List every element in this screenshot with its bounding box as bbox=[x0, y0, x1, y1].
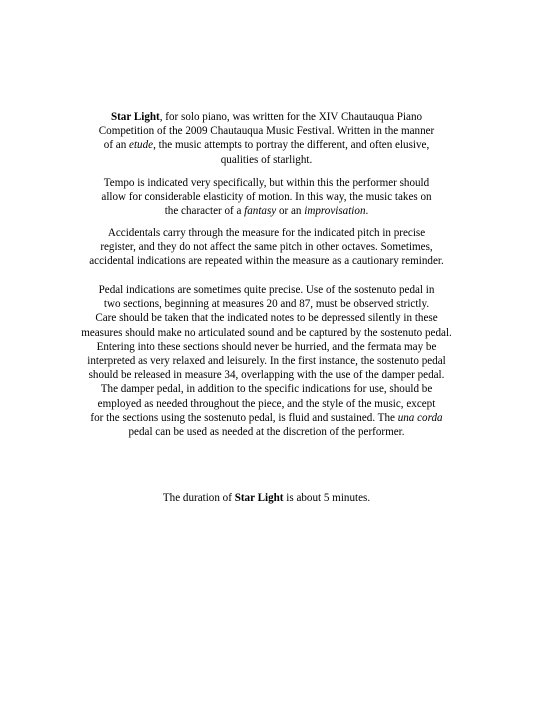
text-span: for the sections using the sostenuto pedal, is fluid and sustained. The bbox=[90, 411, 398, 424]
text-span: , the music attempts to portray the different, and often elusive, bbox=[153, 139, 430, 152]
text-line: Tempo is indicated very specifically, but within this the performer should bbox=[103, 177, 430, 189]
text-span: . bbox=[365, 205, 369, 218]
text-line: measures should make no articulated sound and be captured by the sostenuto pedal. bbox=[81, 326, 452, 339]
emphasis-improvisation: improvisation bbox=[304, 205, 366, 218]
text-line: allow for considerable elasticity of motion. In this way, the music takes on bbox=[101, 191, 432, 204]
emphasis-fantasy: fantasy bbox=[244, 205, 277, 218]
text-line: pedal can be used as needed at the discretion of the performer. bbox=[128, 426, 405, 439]
paragraph-tempo bbox=[60, 176, 473, 219]
text-span: or an bbox=[276, 205, 305, 218]
text-line bbox=[60, 491, 473, 505]
text-line: Pedal indications are sometimes quite precise. Use of the sostenuto pedal in bbox=[98, 284, 435, 296]
text-span: is about 5 minutes. bbox=[283, 492, 371, 504]
text-line: two sections, beginning at measures 20 and 87, must be observed strictly. bbox=[103, 298, 430, 311]
piece-title: Star Light bbox=[110, 111, 160, 123]
text-line: Care should be taken that the indicated notes to be depressed silently in these bbox=[95, 312, 438, 325]
paragraph-accidentals bbox=[60, 226, 473, 269]
paragraph-duration bbox=[60, 491, 473, 505]
text-line bbox=[60, 204, 473, 218]
text-span: The duration of bbox=[162, 492, 235, 504]
text-line: Entering into these sections should never be hurried, and the fermata may be bbox=[96, 340, 437, 353]
emphasis-una-corda: una corda bbox=[397, 411, 443, 424]
text-line: should be released in measure 34, overlapping with the use of the damper pedal. bbox=[88, 369, 445, 382]
text-line bbox=[60, 110, 473, 124]
text-line: qualities of starlight. bbox=[220, 153, 313, 166]
text-line: The damper pedal, in addition to the specific indications for use, should be bbox=[100, 383, 433, 396]
text-span: of an bbox=[103, 139, 130, 152]
text-line bbox=[60, 411, 473, 425]
piece-title: Star Light bbox=[234, 492, 284, 504]
paragraph-introduction bbox=[60, 110, 473, 167]
text-span: , for solo piano, was written for the XIV Chautauqua Piano bbox=[159, 111, 423, 123]
text-line bbox=[60, 138, 473, 152]
paragraph-pedal bbox=[60, 283, 473, 439]
text-line: Competition of the 2009 Chautauqua Music Festival. Written in the manner bbox=[98, 125, 435, 138]
text-line: interpreted as very relaxed and leisurely. In the first instance, the sostenuto pedal bbox=[87, 355, 446, 368]
text-line: employed as needed throughout the piece, and the style of the music, except bbox=[97, 397, 436, 410]
text-line: Accidentals carry through the measure for the indicated pitch in precise bbox=[107, 227, 426, 239]
text-line: register, and they do not affect the same pitch in other octaves. Sometimes, bbox=[100, 241, 433, 254]
text-span: the character of a bbox=[164, 205, 245, 218]
emphasis-etude: etude bbox=[129, 139, 154, 152]
text-line: accidental indications are repeated within the measure as a cautionary reminder. bbox=[89, 255, 444, 268]
